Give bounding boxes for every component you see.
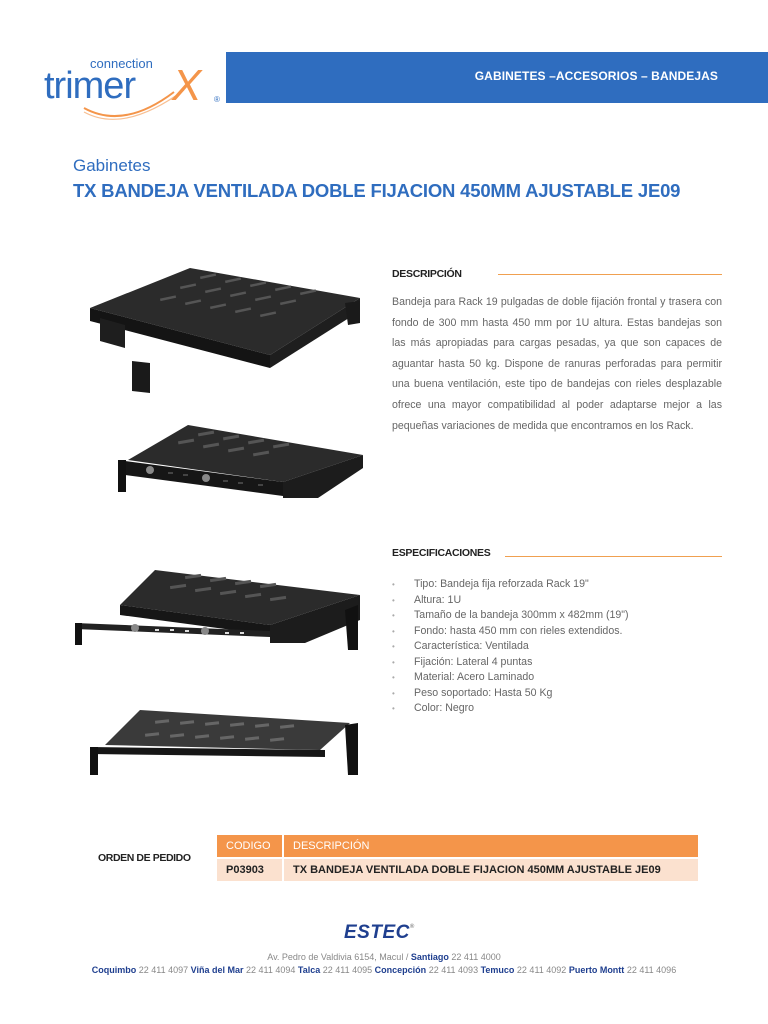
bullet-icon: • bbox=[392, 704, 395, 713]
branch-phone: 22 411 4093 bbox=[426, 965, 481, 975]
table-row bbox=[217, 858, 699, 881]
branch-city: Coquimbo bbox=[91, 965, 137, 975]
logo-main-text: trimer bbox=[44, 65, 136, 107]
spec-text: Material: Acero Laminado bbox=[414, 671, 535, 683]
branch-city: Temuco bbox=[480, 965, 515, 975]
spec-text: Peso soportado: Hasta 50 Kg bbox=[414, 686, 553, 699]
list-item bbox=[392, 701, 629, 717]
spec-text: Característica: Ventilada bbox=[414, 640, 529, 652]
page-title: TX BANDEJA VENTILADA DOBLE FIJACION 450MM AJUSTABLE JE09 bbox=[73, 180, 681, 201]
order-col-code: CODIGO bbox=[217, 835, 283, 858]
spec-text: Color: Negro bbox=[414, 702, 475, 714]
bullet-icon: • bbox=[392, 626, 395, 636]
branch-phone: 22 411 4094 bbox=[243, 965, 298, 975]
specs-heading: ESPECIFICACIONES bbox=[392, 547, 491, 559]
spec-text: Fijación: Lateral 4 puntas bbox=[414, 655, 533, 668]
footer-branches bbox=[0, 965, 768, 975]
description-text: Bandeja para Rack 19 pulgadas de doble fijación frontal y trasera con fondo de 300 mm hasta 450 mm por 1U altura. Estas bandejas son las más apropiadas para cargas pesadas, ya que son capaces de aguantar hasta 50 kg. Dispone de ranuras perforadas para permitir una buena ventilación, este tipo de bandejas con rieles desplazable ofrece una mayor compatibilidad al poder adaptarse mejor a las pequeñas variaciones de medida que encontramos en los Rack. bbox=[392, 296, 722, 432]
bullet-icon: • bbox=[392, 595, 395, 605]
list-item bbox=[392, 577, 629, 593]
list-item bbox=[392, 608, 629, 624]
branch-phone: 22 411 4092 bbox=[514, 965, 569, 975]
branch-city: Viña del Mar bbox=[190, 965, 244, 975]
banner-text: GABINETES –ACCESORIOS – BANDEJAS bbox=[474, 69, 718, 83]
estec-reg-mark: ® bbox=[409, 924, 415, 930]
branch-phone: 22 411 4097 bbox=[136, 965, 191, 975]
list-item bbox=[392, 639, 629, 655]
order-label: ORDEN DE PEDIDO bbox=[98, 852, 191, 864]
description-divider bbox=[498, 274, 722, 275]
logo-x-text: X bbox=[172, 61, 202, 110]
bullet-icon: • bbox=[392, 657, 395, 667]
bullet-icon: • bbox=[392, 642, 395, 651]
bullet-icon: • bbox=[392, 673, 395, 682]
list-item bbox=[392, 593, 629, 609]
bullet-icon: • bbox=[392, 611, 395, 620]
specs-list bbox=[392, 577, 629, 717]
estec-logo-text: ESTEC bbox=[344, 922, 410, 943]
list-item bbox=[392, 686, 629, 702]
santiago-city: Santiago bbox=[410, 952, 449, 962]
trimerx-logo bbox=[44, 52, 229, 124]
santiago-phone: 22 411 4000 bbox=[451, 952, 501, 962]
spec-text: Altura: 1U bbox=[414, 593, 462, 606]
order-code-cell: P03903 bbox=[217, 858, 283, 881]
spec-text: Tipo: Bandeja fija reforzada Rack 19" bbox=[414, 578, 589, 590]
order-col-description: DESCRIPCIÓN bbox=[283, 835, 699, 858]
bullet-icon: • bbox=[392, 580, 395, 589]
branch-city: Puerto Montt bbox=[568, 965, 625, 975]
spec-text: Tamaño de la bandeja 300mm x 482mm (19") bbox=[414, 609, 629, 621]
product-image-top-view bbox=[80, 263, 365, 398]
branch-city: Talca bbox=[297, 965, 321, 975]
description-heading: DESCRIPCIÓN bbox=[392, 268, 462, 280]
product-image-side-view bbox=[80, 705, 365, 780]
branch-phone: 22 411 4095 bbox=[320, 965, 375, 975]
address-text: Av. Pedro de Valdivia 6154, Macul / bbox=[267, 952, 409, 962]
category-label: Gabinetes bbox=[73, 156, 151, 175]
list-item bbox=[392, 670, 629, 686]
product-image-front-view bbox=[108, 420, 368, 510]
list-item bbox=[392, 655, 629, 671]
footer-address bbox=[0, 952, 768, 962]
list-item bbox=[392, 624, 629, 640]
estec-logo bbox=[344, 922, 415, 944]
specs-divider bbox=[505, 556, 722, 557]
branch-city: Concepción bbox=[374, 965, 427, 975]
logo-small-text: connection bbox=[90, 56, 153, 71]
branch-phone: 22 411 4096 bbox=[624, 965, 677, 975]
order-table-header bbox=[217, 835, 699, 858]
spec-text: Fondo: hasta 450 mm con rieles extendidos. bbox=[414, 624, 623, 637]
order-table bbox=[217, 835, 700, 881]
bullet-icon: • bbox=[392, 688, 395, 698]
order-description-cell: TX BANDEJA VENTILADA DOBLE FIJACION 450MM AJUSTABLE JE09 bbox=[283, 858, 699, 881]
header-banner bbox=[226, 52, 768, 103]
logo-reg-mark: ® bbox=[214, 95, 220, 104]
product-image-rails-view bbox=[70, 565, 365, 665]
